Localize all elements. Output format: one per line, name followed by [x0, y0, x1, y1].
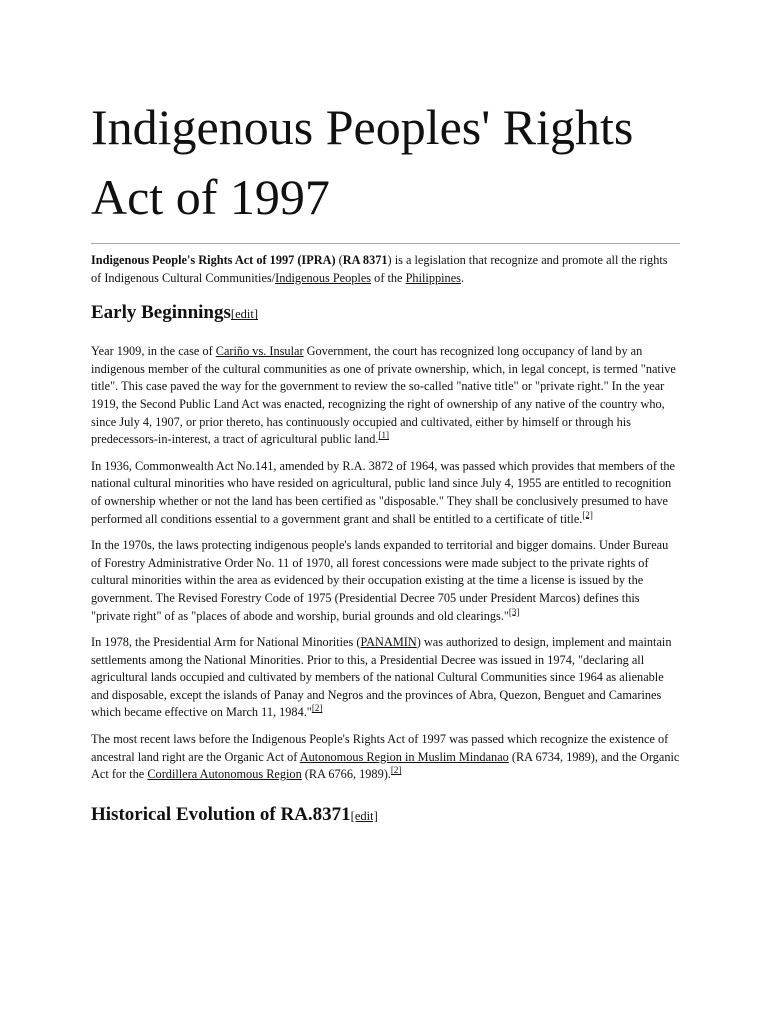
citation-ref-2[interactable]: [2] — [311, 703, 323, 714]
link-indigenous-peoples[interactable]: Indigenous Peoples — [275, 270, 372, 285]
intro-bold-ra: RA 8371 — [342, 253, 388, 267]
citation-ref-3[interactable]: [3] — [508, 606, 520, 617]
title-divider — [91, 243, 680, 244]
citation-ref-1[interactable]: [1] — [378, 430, 389, 441]
intro-bold-name: Indigenous People's Rights Act of 1997 (IPRA) — [91, 253, 336, 267]
citation-ref-2[interactable]: [2] — [582, 509, 593, 520]
paragraph-1978: In 1978, the Presidential Arm for National Minorities (PANAMIN) was authorized to design, implement and maintain settlements among the National Minorities. Prior to this, a Presidential Decree was issued in 1974, "declaring all agricultural lands occupied and cultivated by members of the national Cultural Communities since 1964 as alienable and disposable, except the islands of Panay and Negros and the provinces of Abra, Quezon, Benguet and Camarines which became effective on March 11, 1984."[2] — [91, 635, 672, 720]
link-carino-vs-insular[interactable]: Cariño vs. Insular — [215, 344, 304, 359]
link-philippines[interactable]: Philippines — [405, 270, 461, 285]
section-heading-early-beginnings: Early Beginnings[edit] — [91, 302, 258, 324]
edit-link-early-beginnings[interactable]: [edit] — [230, 307, 258, 322]
citation-ref-2[interactable]: [2] — [390, 765, 402, 776]
intro-paragraph: Indigenous People's Rights Act of 1997 (IPRA) (RA 8371) is a legislation that recognize and promote all the rights of Indigenous Cultural Communities/Indigenous Peoples of the Philippines. — [91, 253, 668, 285]
paragraph-1909: Year 1909, in the case of Cariño vs. Insular Government, the court has recognized long occupancy of land by an indigenous member of the cultural communities as one of private ownership, which, in legal concept, is termed "native title". This case paved the way for the government to review the so-called "native title" or "private right." In the year 1919, the Second Public Land Act was enacted, recognizing the right of ownership of any native of the country who, since July 4, 1907, or prior thereto, has continuously occupied and cultivated, either by himself or through his predecessors-in-interest, a tract of agricultural public land.[1] — [91, 344, 676, 447]
edit-link-historical-evolution[interactable]: [edit] — [350, 808, 378, 823]
paragraph-1970s: In the 1970s, the laws protecting indigenous people's lands expanded to territorial and bigger domains. Under Bureau of Forestry Administrative Order No. 11 of 1970, all forest concessions were made subject to the private rights of cultural minorities within the area as evidenced by their occupation existing at the time a license is issued by the government. The Revised Forestry Code of 1975 (Presidential Decree 705 under President Marcos) defines this "private right" of as "places of abode and worship, burial grounds and old clearings."[3] — [91, 538, 669, 623]
paragraph-1936: In 1936, Commonwealth Act No.141, amended by R.A. 3872 of 1964, was passed which provides that members of the national cultural minorities who have resided on agricultural, public land since July 4, 1955 are entitled to recognition of ownership whether or not the land has been certified as "disposable." They shall be conclusively presumed to have performed all conditions essential to a government grant and shall be entitled to a certificate of title.[2] — [91, 458, 676, 526]
paragraph-recent-laws: The most recent laws before the Indigenous People's Rights Act of 1997 was passed which recognize the existence of ancestral land right are the Organic Act of Autonomous Region in Muslim Mindanao (RA 6734, 1989), and the Organic Act for the Cordillera Autonomous Region (RA 6766, 1989).[2] — [91, 732, 680, 782]
link-cordillera-autonomous-region[interactable]: Cordillera Autonomous Region — [147, 767, 302, 782]
page-title: Indigenous Peoples' Rights Act of 1997 — [91, 99, 634, 225]
section-heading-historical-evolution: Historical Evolution of RA.8371[edit] — [91, 803, 378, 825]
link-armm[interactable]: Autonomous Region in Muslim Mindanao — [299, 749, 509, 764]
link-panamin[interactable]: PANAMIN — [360, 635, 417, 650]
